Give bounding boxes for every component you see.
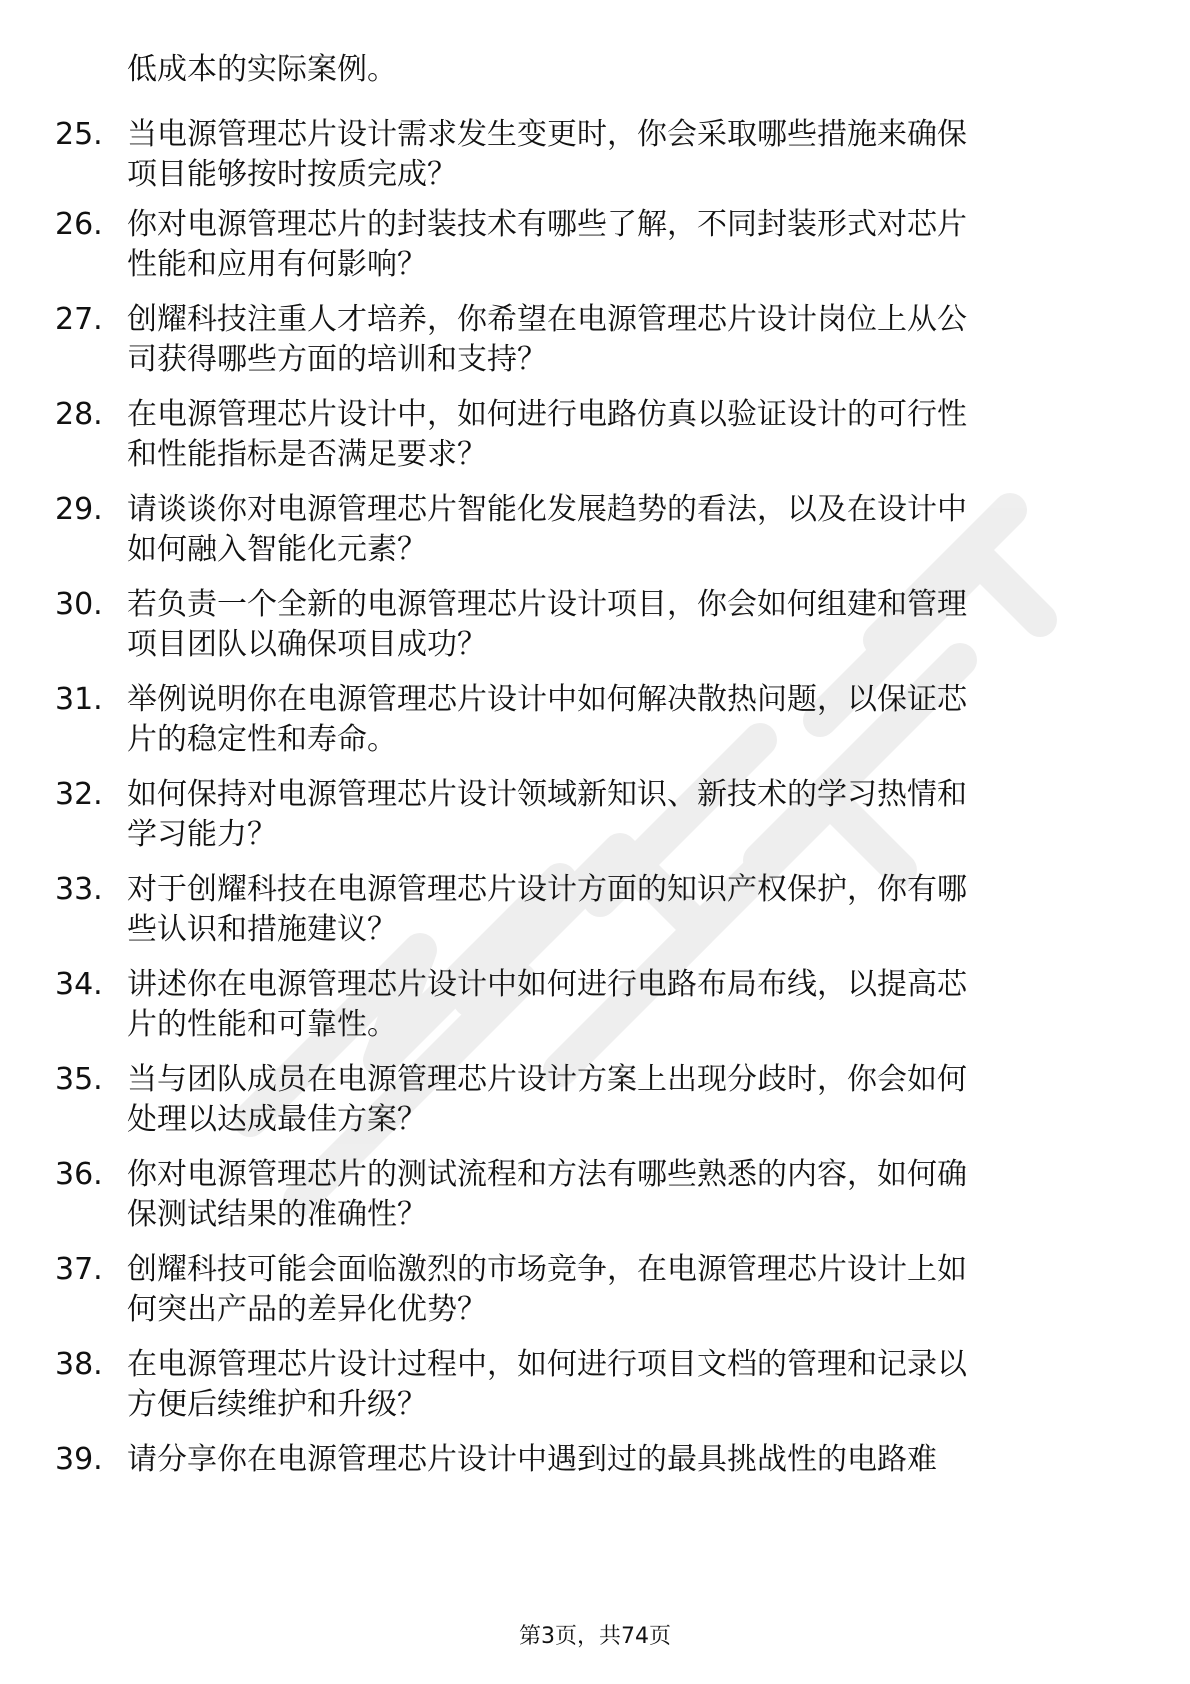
question-text-line: 项目能够按时按质完成？ <box>127 157 457 192</box>
question-item <box>0 965 1190 1055</box>
question-item <box>0 1060 1190 1150</box>
question-number: 33. <box>55 872 103 907</box>
question-text-line: 处理以达成最佳方案？ <box>127 1102 427 1137</box>
question-number: 36. <box>55 1157 103 1192</box>
question-text-line: 创耀科技可能会面临激烈的市场竞争，在电源管理芯片设计上如 <box>127 1252 967 1287</box>
question-text-line: 片的稳定性和寿命。 <box>127 722 397 757</box>
question-text-line: 性能和应用有何影响？ <box>127 247 427 282</box>
question-number: 38. <box>55 1347 103 1382</box>
question-text-line: 当电源管理芯片设计需求发生变更时，你会采取哪些措施来确保 <box>127 117 967 152</box>
question-text-line: 司获得哪些方面的培训和支持？ <box>127 342 547 377</box>
question-number: 35. <box>55 1062 103 1097</box>
question-text-line: 项目团队以确保项目成功？ <box>127 627 487 662</box>
page-footer: 第3页，共74页 <box>519 1624 671 1649</box>
question-number: 39. <box>55 1442 103 1477</box>
question-text-line: 请谈谈你对电源管理芯片智能化发展趋势的看法，以及在设计中 <box>127 492 967 527</box>
question-text-line: 在电源管理芯片设计中，如何进行电路仿真以验证设计的可行性 <box>127 397 967 432</box>
question-number: 37. <box>55 1252 103 1287</box>
question-text-line: 在电源管理芯片设计过程中，如何进行项目文档的管理和记录以 <box>127 1347 967 1382</box>
question-item <box>0 300 1190 390</box>
question-text-line: 片的性能和可靠性。 <box>127 1007 397 1042</box>
question-item <box>0 490 1190 580</box>
question-text-line: 你对电源管理芯片的测试流程和方法有哪些熟悉的内容，如何确 <box>127 1157 967 1192</box>
question-number: 30. <box>55 587 103 622</box>
question-item <box>0 205 1190 295</box>
continuation-text: 低成本的实际案例。 <box>127 52 397 87</box>
question-number: 28. <box>55 397 103 432</box>
question-number: 34. <box>55 967 103 1002</box>
question-item <box>0 680 1190 770</box>
question-text-line: 如何融入智能化元素？ <box>127 532 427 567</box>
question-item <box>0 775 1190 865</box>
question-text-line: 保测试结果的准确性？ <box>127 1197 427 1232</box>
question-text-line: 何突出产品的差异化优势？ <box>127 1292 487 1327</box>
question-item <box>0 395 1190 485</box>
question-item <box>0 870 1190 960</box>
question-item <box>0 1250 1190 1340</box>
question-number: 26. <box>55 207 103 242</box>
question-number: 31. <box>55 682 103 717</box>
question-number: 29. <box>55 492 103 527</box>
question-text-line: 些认识和措施建议？ <box>127 912 397 947</box>
question-item <box>0 1345 1190 1435</box>
question-text-line: 讲述你在电源管理芯片设计中如何进行电路布局布线，以提高芯 <box>127 967 967 1002</box>
question-text-line: 如何保持对电源管理芯片设计领域新知识、新技术的学习热情和 <box>127 777 967 812</box>
question-text-line: 对于创耀科技在电源管理芯片设计方面的知识产权保护，你有哪 <box>127 872 967 907</box>
question-number: 32. <box>55 777 103 812</box>
question-item <box>0 1155 1190 1245</box>
question-text-line: 学习能力？ <box>127 817 277 852</box>
question-number: 25. <box>55 117 103 152</box>
question-text-line: 方便后续维护和升级？ <box>127 1387 427 1422</box>
question-number: 27. <box>55 302 103 337</box>
question-text-line: 举例说明你在电源管理芯片设计中如何解决散热问题，以保证芯 <box>127 682 967 717</box>
question-text-line: 当与团队成员在电源管理芯片设计方案上出现分歧时，你会如何 <box>127 1062 967 1097</box>
question-item <box>0 115 1190 205</box>
question-item <box>0 1440 1190 1490</box>
question-text-line: 若负责一个全新的电源管理芯片设计项目，你会如何组建和管理 <box>127 587 967 622</box>
question-text-line: 创耀科技注重人才培养，你希望在电源管理芯片设计岗位上从公 <box>127 302 967 337</box>
question-item <box>0 585 1190 675</box>
question-text-line: 你对电源管理芯片的封装技术有哪些了解，不同封装形式对芯片 <box>127 207 967 242</box>
question-text-line: 和性能指标是否满足要求？ <box>127 437 487 472</box>
question-text-line: 请分享你在电源管理芯片设计中遇到过的最具挑战性的电路难 <box>127 1442 937 1477</box>
